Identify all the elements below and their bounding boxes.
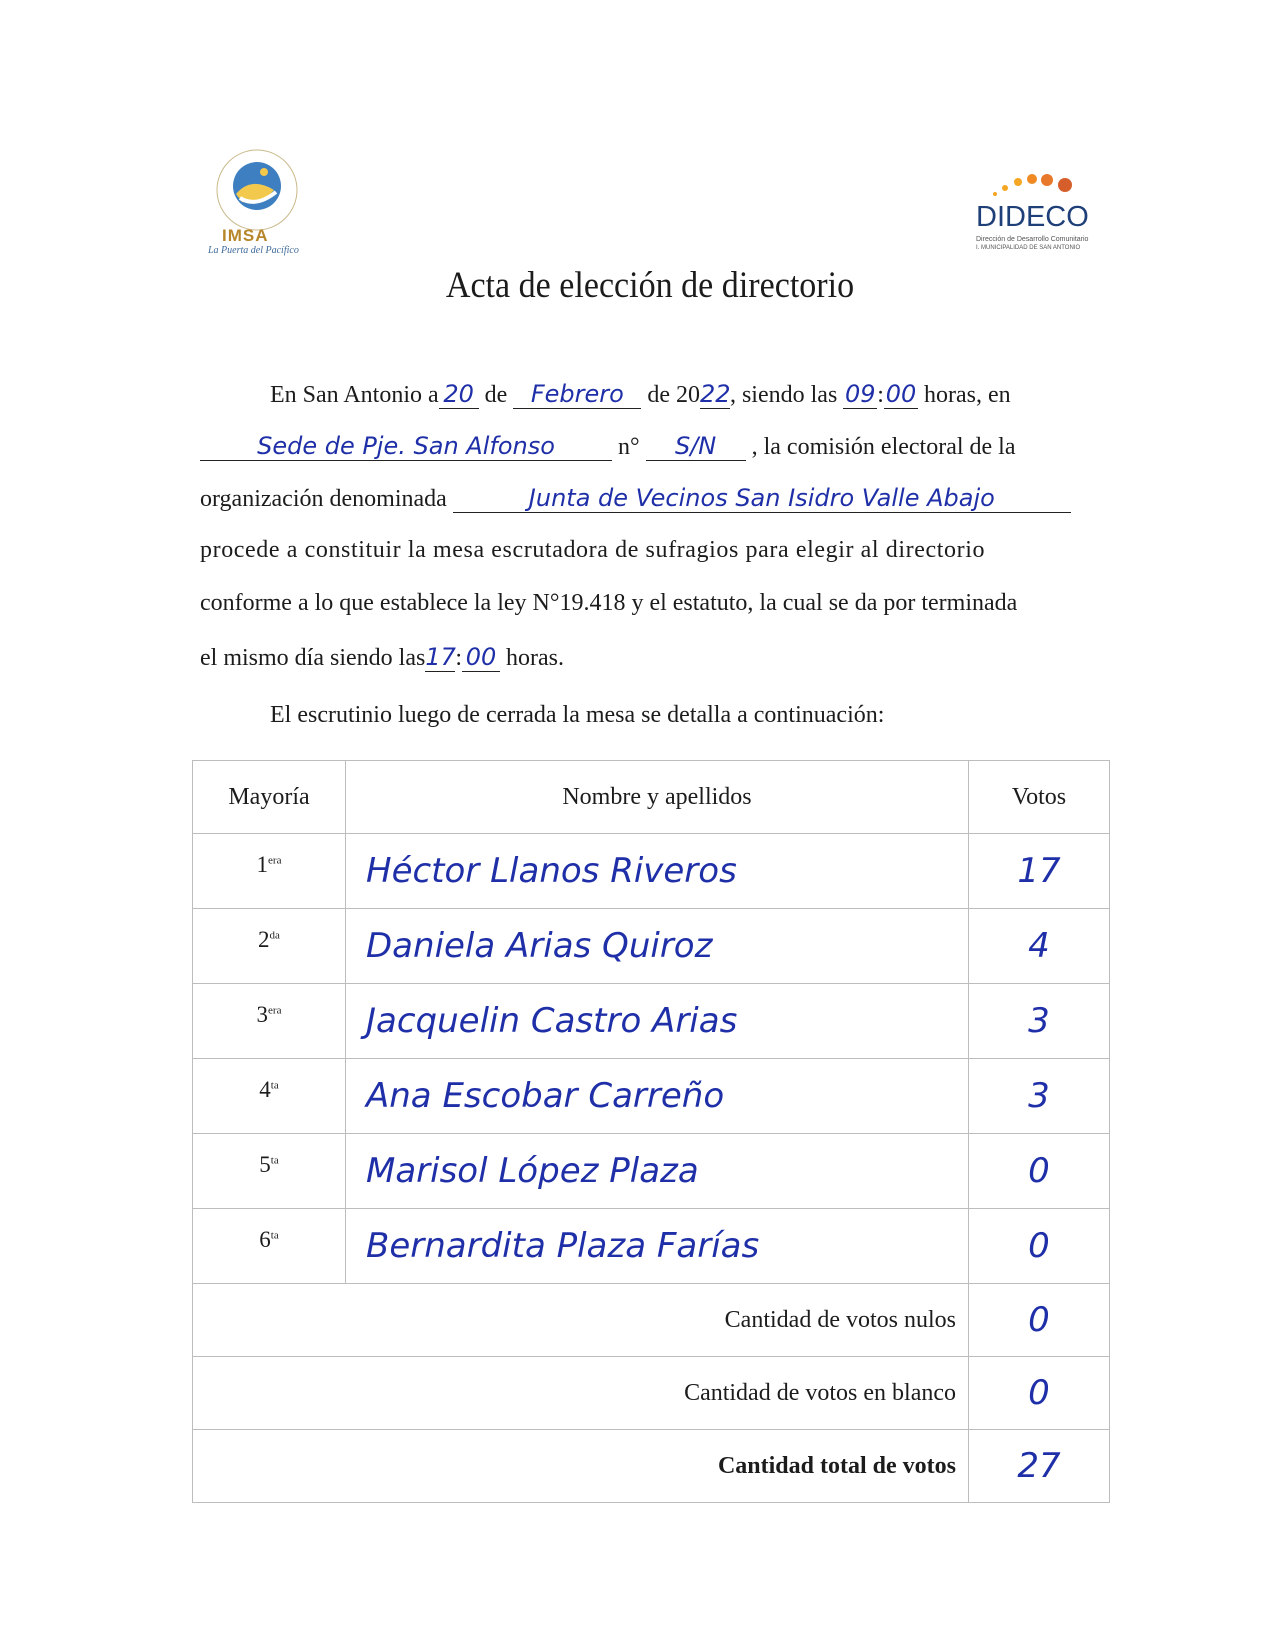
handwritten-month: Febrero	[513, 380, 641, 409]
dideco-logo-text: DIDECO	[976, 201, 1089, 233]
rank-cell	[193, 1134, 346, 1209]
candidate-votes: 0	[969, 1209, 1110, 1284]
handwritten-start-hour: 09	[845, 380, 876, 408]
body-line-1: En San Antonio a 20 de Febrero de 2022, siendo las 09:00 horas, en	[270, 380, 1011, 408]
dideco-logo	[965, 168, 1095, 260]
imsa-logo	[196, 146, 318, 258]
candidate-name: Daniela Arias Quiroz	[346, 909, 969, 984]
blank-votes-row	[193, 1357, 1110, 1430]
header-name: Nombre y apellidos	[346, 761, 969, 834]
rank-suffix: ta	[270, 1154, 279, 1167]
body-line-4: procede a constituir la mesa escrutadora de sufragios para elegir al directorio	[200, 537, 986, 563]
handwritten-day: 20	[439, 380, 479, 409]
candidate-name: Jacquelin Castro Arias	[346, 984, 969, 1059]
text-segment: , siendo las	[729, 382, 838, 408]
blank-votes-label: Cantidad de votos en blanco	[193, 1357, 969, 1430]
handwritten-start-minute: 00	[885, 380, 917, 408]
body-line-5: conforme a lo que establece la ley N°19.418 y el estatuto, la cual se da por terminada	[200, 590, 1018, 616]
rank-number: 2	[258, 927, 270, 952]
null-votes-row	[193, 1284, 1110, 1357]
text-segment: n°	[618, 434, 640, 460]
handwritten-year: 22	[699, 380, 731, 408]
rank-number: 3	[256, 1002, 269, 1027]
rank-cell	[193, 1059, 346, 1134]
table-row	[193, 1059, 1110, 1134]
rank-suffix: era	[268, 1004, 282, 1017]
candidate-votes: 0	[969, 1134, 1110, 1209]
table-row	[193, 834, 1110, 909]
body-line-3	[200, 484, 1071, 513]
text-segment: horas.	[505, 645, 564, 671]
body-line-2	[200, 432, 1016, 461]
rank-number: 6	[259, 1227, 271, 1252]
rank-suffix: era	[268, 854, 282, 867]
total-votes-row	[193, 1430, 1110, 1503]
imsa-logo-text: IMSA	[222, 226, 269, 245]
text-segment: de 20	[647, 382, 700, 408]
imsa-tagline: La Puerta del Pacífico	[208, 245, 299, 256]
blank-votes-value: 0	[969, 1357, 1110, 1430]
candidate-votes: 3	[969, 984, 1110, 1059]
rank-cell	[193, 1209, 346, 1284]
results-table	[192, 760, 1110, 1503]
total-votes-value: 27	[969, 1430, 1110, 1503]
null-votes-label: Cantidad de votos nulos	[193, 1284, 969, 1357]
dideco-subtitle-2: I. MUNICIPALIDAD DE SAN ANTONIO	[976, 245, 1081, 251]
candidate-name: Héctor Llanos Riveros	[346, 834, 969, 909]
text-segment: , la comisión electoral de la	[751, 434, 1016, 460]
rank-cell	[193, 834, 346, 909]
results-intro: El escrutinio luego de cerrada la mesa se detalla a continuación:	[270, 702, 885, 728]
handwritten-end-hour: 17	[425, 643, 456, 671]
header-majority: Mayoría	[193, 761, 346, 834]
rank-suffix: da	[269, 929, 280, 942]
candidate-name: Ana Escobar Carreño	[346, 1059, 969, 1134]
text-segment: En San Antonio a	[270, 382, 439, 408]
dideco-logo-icon	[965, 168, 1095, 202]
handwritten-place: Sede de Pje. San Alfonso	[200, 432, 612, 461]
table-header-row	[193, 761, 1110, 834]
table-row	[193, 1134, 1110, 1209]
header-votes: Votos	[969, 761, 1110, 834]
handwritten-number: S/N	[646, 432, 746, 461]
rank-number: 1	[256, 852, 269, 877]
null-votes-value: 0	[969, 1284, 1110, 1357]
dideco-subtitle-1: Dirección de Desarrollo Comunitario	[976, 236, 1089, 243]
rank-suffix: ta	[270, 1079, 279, 1092]
handwritten-organization: Junta de Vecinos San Isidro Valle Abajo	[453, 484, 1071, 513]
rank-cell	[193, 984, 346, 1059]
candidate-votes: 3	[969, 1059, 1110, 1134]
text-segment: organización denominada	[200, 486, 447, 512]
rank-cell	[193, 909, 346, 984]
text-segment: horas, en	[923, 382, 1011, 408]
text-segment: el mismo día siendo las	[200, 645, 426, 671]
handwritten-end-minute: 00	[462, 643, 500, 672]
page-title: Acta de elección de directorio	[445, 265, 855, 306]
text-segment: de	[484, 382, 508, 408]
rank-suffix: ta	[270, 1229, 279, 1242]
candidate-name: Bernardita Plaza Farías	[346, 1209, 969, 1284]
table-row	[193, 909, 1110, 984]
total-votes-label: Cantidad total de votos	[193, 1430, 969, 1503]
rank-number: 5	[259, 1152, 271, 1177]
candidate-votes: 17	[969, 834, 1110, 909]
body-line-6: el mismo día siendo las17: 00 horas.	[200, 643, 564, 671]
table-row	[193, 1209, 1110, 1284]
rank-number: 4	[259, 1077, 271, 1102]
table-row	[193, 984, 1110, 1059]
candidate-name: Marisol López Plaza	[346, 1134, 969, 1209]
candidate-votes: 4	[969, 909, 1110, 984]
